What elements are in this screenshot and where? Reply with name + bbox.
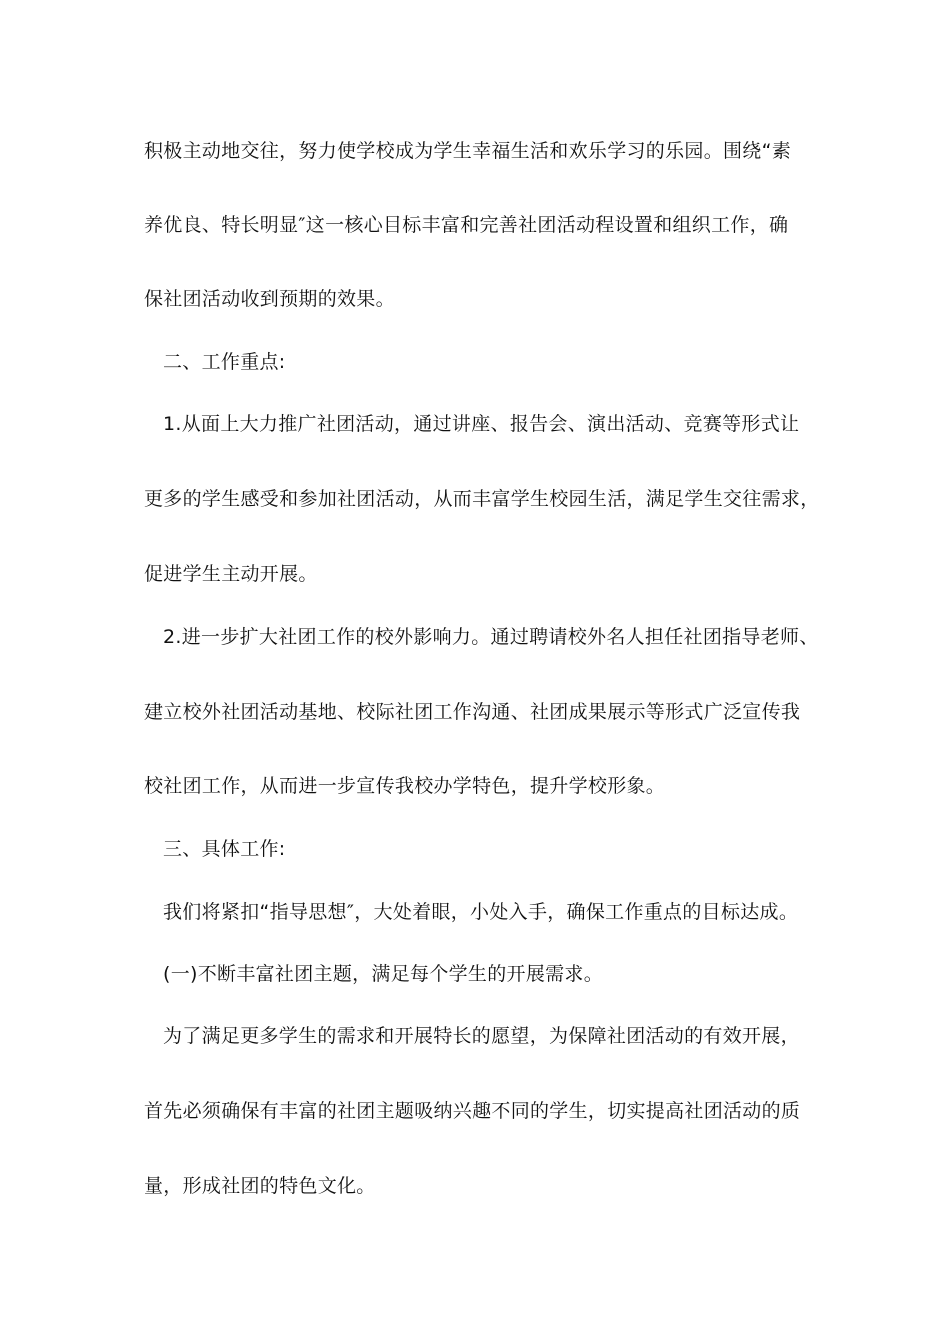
paragraph-line: 促进学生主动开展。 <box>144 563 318 585</box>
subsection-heading: (一)不断丰富社团主题，满足每个学生的开展需求。 <box>163 963 604 985</box>
paragraph-line: 1.从面上大力推广社团活动，通过讲座、报告会、演出活动、竞赛等形式让 <box>163 413 800 435</box>
paragraph-line: 量，形成社团的特色文化。 <box>144 1175 376 1197</box>
paragraph-line: 积极主动地交往，努力使学校成为学生幸福生活和欢乐学习的乐园。围绕“素 <box>144 140 792 162</box>
paragraph-line: 首先必须确保有丰富的社团主题吸纳兴趣不同的学生，切实提高社团活动的质 <box>144 1100 801 1122</box>
paragraph-line: 养优良、特长明显″这一核心目标丰富和完善社团活动程设置和组织工作，确 <box>144 214 789 236</box>
paragraph-line: 2.进一步扩大社团工作的校外影响力。通过聘请校外名人担任社团指导老师、 <box>163 626 819 648</box>
section-heading: 二、工作重点: <box>163 351 286 373</box>
paragraph-line: 校社团工作，从而进一步宣传我校办学特色，提升学校形象。 <box>144 775 666 797</box>
paragraph-line: 保社团活动收到预期的效果。 <box>144 288 395 310</box>
paragraph-line: 更多的学生感受和参加社团活动，从而丰富学生校园生活，满足学生交往需求， <box>144 488 820 510</box>
section-heading: 三、具体工作: <box>163 838 286 860</box>
paragraph-line: 我们将紧扣“指导思想″，大处着眼，小处入手，确保工作重点的目标达成。 <box>163 901 799 923</box>
paragraph-line: 建立校外社团活动基地、校际社团工作沟通、社团成果展示等形式广泛宣传我 <box>144 701 801 723</box>
paragraph-line: 为了满足更多学生的需求和开展特长的愿望，为保障社团活动的有效开展， <box>163 1025 800 1047</box>
